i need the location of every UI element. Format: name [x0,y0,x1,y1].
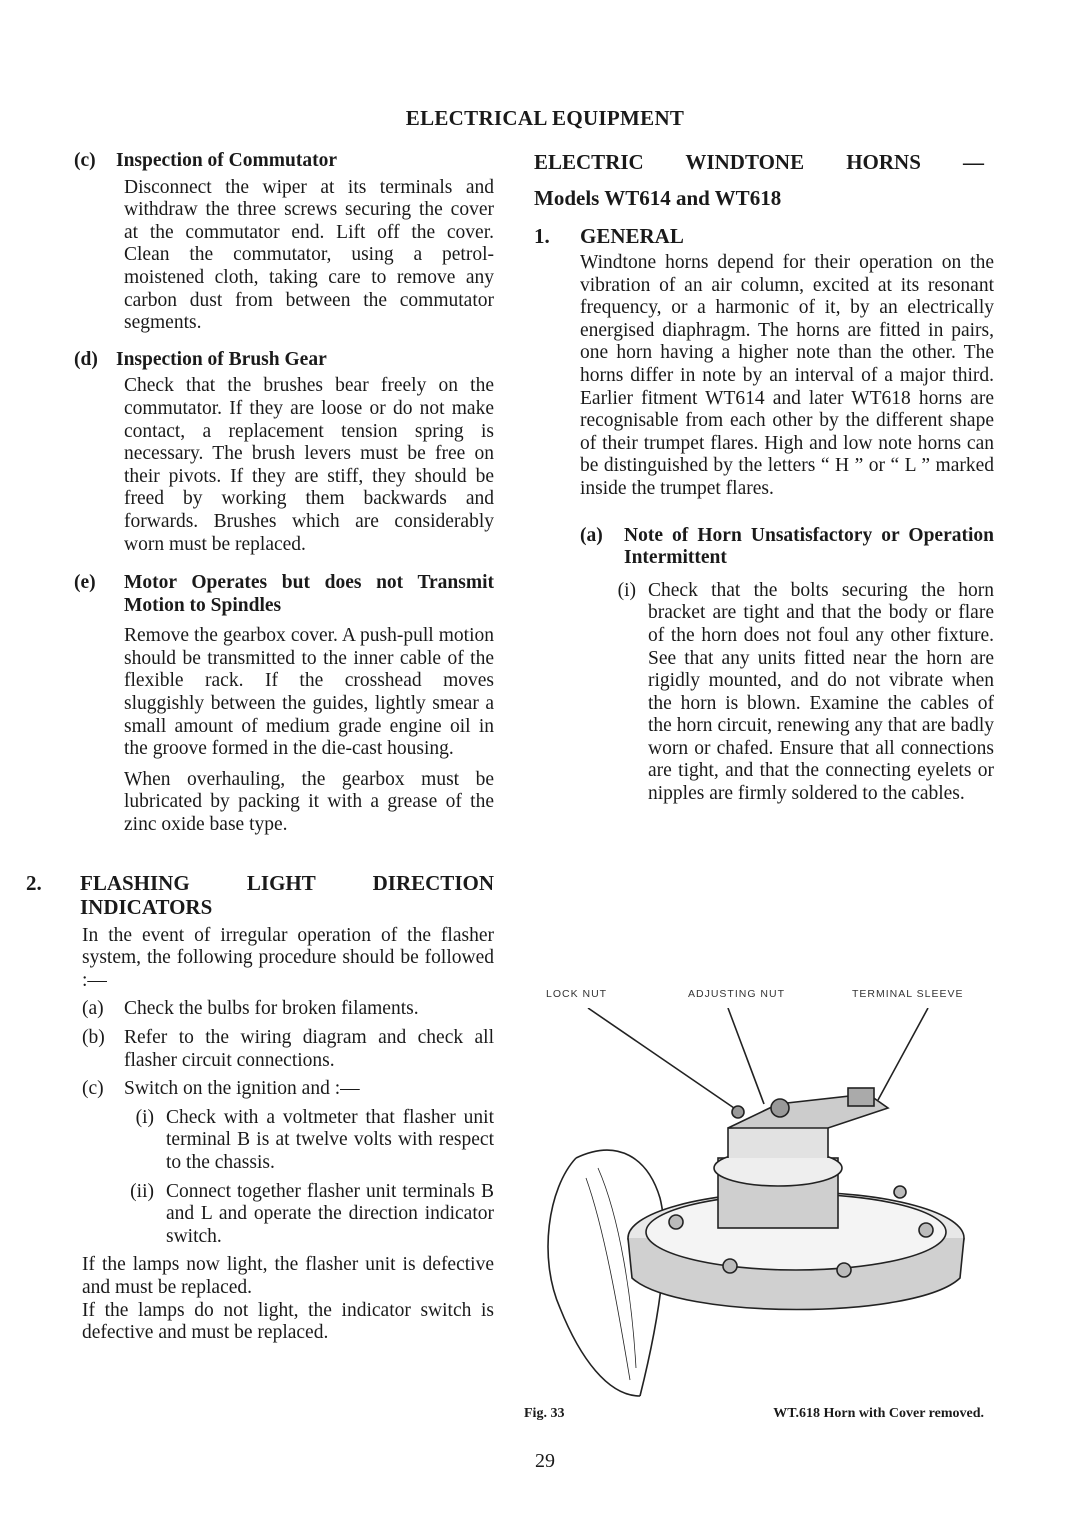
leader-lock-nut [588,1008,734,1108]
horn-illustration [528,1008,988,1400]
section-e-text-2: When overhauling, the gearbox must be lubricated by packing it with a grease of the zinc oxide base type. [124,768,494,836]
section-d [74,349,494,556]
section-horn-fault-label: (a) [580,524,603,546]
step-c-i: (i) Check with a voltmeter that flasher unit terminal B is at twelve volts with respect to the chassis. [135,1106,494,1173]
horns-title: ELECTRIC WINDTONE HORNS — [534,150,984,174]
step-b-text: Refer to the wiring diagram and check all flasher circuit connections. [124,1027,494,1071]
rim-bolt [919,1223,933,1237]
step-c: (c) Switch on the ignition and :— [82,1078,360,1100]
step-b: (b) Refer to the wiring diagram and check all flasher circuit connections. [82,1027,494,1071]
section-d-label: (d) [74,348,98,370]
adjusting-nut [771,1099,789,1117]
section-2-heading: FLASHING LIGHT DIRECTION INDICATORS [80,870,494,919]
lock-nut [732,1106,744,1118]
terminal-sleeve [848,1088,874,1106]
section-e [74,572,494,837]
rim-bolt [723,1259,737,1273]
label-adjusting-nut: ADJUSTING NUT [688,988,785,1000]
section-c-text: Disconnect the wiper at its terminals and withdraw the three screws securing the cover at the commutator end. Lift off the cover. Clean the commutator, using a petrol-moistened cloth, taking care to remove any carbon dust from between the commutator segments. [124,176,494,334]
section-horn-fault-heading: Note of Horn Unsatisfactory or Operation Intermittent [624,524,994,569]
section-general-number: 1. [534,224,550,248]
horn-check-i: (i) Check that the bolts securing the horn bracket are tight and that the body or flare of the horn does not foul any other fixture. See that any units fitted near the horn are rigidly mounted, and do not vibrate when the horn is blown. Examine the cables of the horn circuit, renewing any that are badly worn or chafed. Ensure that all connections are tight, and that the connecting eyelets or nipples are firmly soldered to the cables. [617,579,994,805]
section-general-text: Windtone horns depend for their operation on the vibration of an air column, excited at its resonant frequency, or a harmonic of it, by an electrically energised diaphragm. The horns are fitted in pairs, one horn having a higher note than the other. The horns differ in note by an interval of a major third. Earlier fitment WT614 and later WT618 horns are recognisable from each other by the different shape of their trumpet flares. High and low note horns can be distinguished by the letters “ H ” or “ L ” marked inside the trumpet flares. [580,252,994,499]
step-a: (a) Check the bulbs for broken filaments. [82,998,419,1020]
left-column [26,150,494,1345]
closing-text-2: If the lamps do not light, the indicator switch is defective and must be replaced. [82,1299,494,1344]
section-c-heading: Inspection of Commutator [116,150,337,171]
section-e-heading: Motor Operates but does not Transmit Motion to Spindles [124,572,494,616]
step-c-ii-text: Connect together flasher unit terminals B and L and operate the direction indicator switch. [166,1180,494,1247]
label-lock-nut: LOCK NUT [546,988,608,1000]
section-e-label: (e) [74,572,96,594]
label-terminal-sleeve: TERMINAL SLEEVE [852,988,964,1000]
step-c-text: Switch on the ignition and :— [124,1078,360,1100]
rim-bolt [894,1186,906,1198]
section-general [534,224,994,501]
figure-caption-text: WT.618 Horn with Cover removed. [773,1406,984,1421]
leader-terminal-sleeve [878,1008,928,1100]
section-e-text-1: Remove the gearbox cover. A push-pull motion should be transmitted to the inner cable of the flexible rack. If the crosshead moves sluggishly between the guides, lightly smear a small amount of medium grade engine oil in the groove formed in the die-cast housing. [124,625,494,760]
section-d-heading: Inspection of Brush Gear [116,348,327,370]
section-2 [26,871,494,1345]
section-d-text: Check that the brushes bear freely on the commutator. If they are loose or do not make contact, a replacement tension spring is necessary. The brush levers must be free on their pivots. If they are stiff, they should be freed by working them backwards and forwards. Brushes which are considerably worn must be replaced. [124,375,494,555]
page-number: 29 [535,1450,555,1472]
horns-subtitle: Models WT614 and WT618 [534,186,782,210]
page-title: ELECTRICAL EQUIPMENT [405,106,685,130]
rim-bolt [669,1215,683,1229]
section-c-label: (c) [74,150,96,171]
section-2-intro: In the event of irregular operation of the flasher system, the following procedure should be followed :— [82,924,494,991]
rim-bolt [837,1263,851,1277]
horn-check-i-text: Check that the bolts securing the horn bracket are tight and that the body or flare of the horn does not foul any other fixture. See that any units fitted near the horn are rigidly mounted, and do not vibrate when the horn is blown. Examine the cables of the horn circuit, renewing any that are badly worn or chafed. Ensure that all connections are tight, and that the connecting eyelets or nipples are firmly soldered to the cables. [648,579,994,805]
step-c-ii: (ii) Connect together flasher unit terminals B and L and operate the direction indicator switch. [130,1180,494,1247]
section-2-number: 2. [26,870,42,895]
right-column [534,150,994,806]
figure-labels [546,988,986,1008]
step-a-text: Check the bulbs for broken filaments. [124,998,419,1020]
step-c-i-text: Check with a voltmeter that flasher unit terminal B is at twelve volts with respect to the chassis. [166,1106,494,1173]
figure-number: Fig. 33 [524,1406,565,1421]
section-c [74,150,494,335]
closing-text-1: If the lamps now light, the flasher unit is defective and must be replaced. [82,1254,494,1298]
section-horn-fault [580,525,994,806]
leader-adjusting-nut [728,1008,764,1104]
section-general-heading: GENERAL [580,224,684,248]
